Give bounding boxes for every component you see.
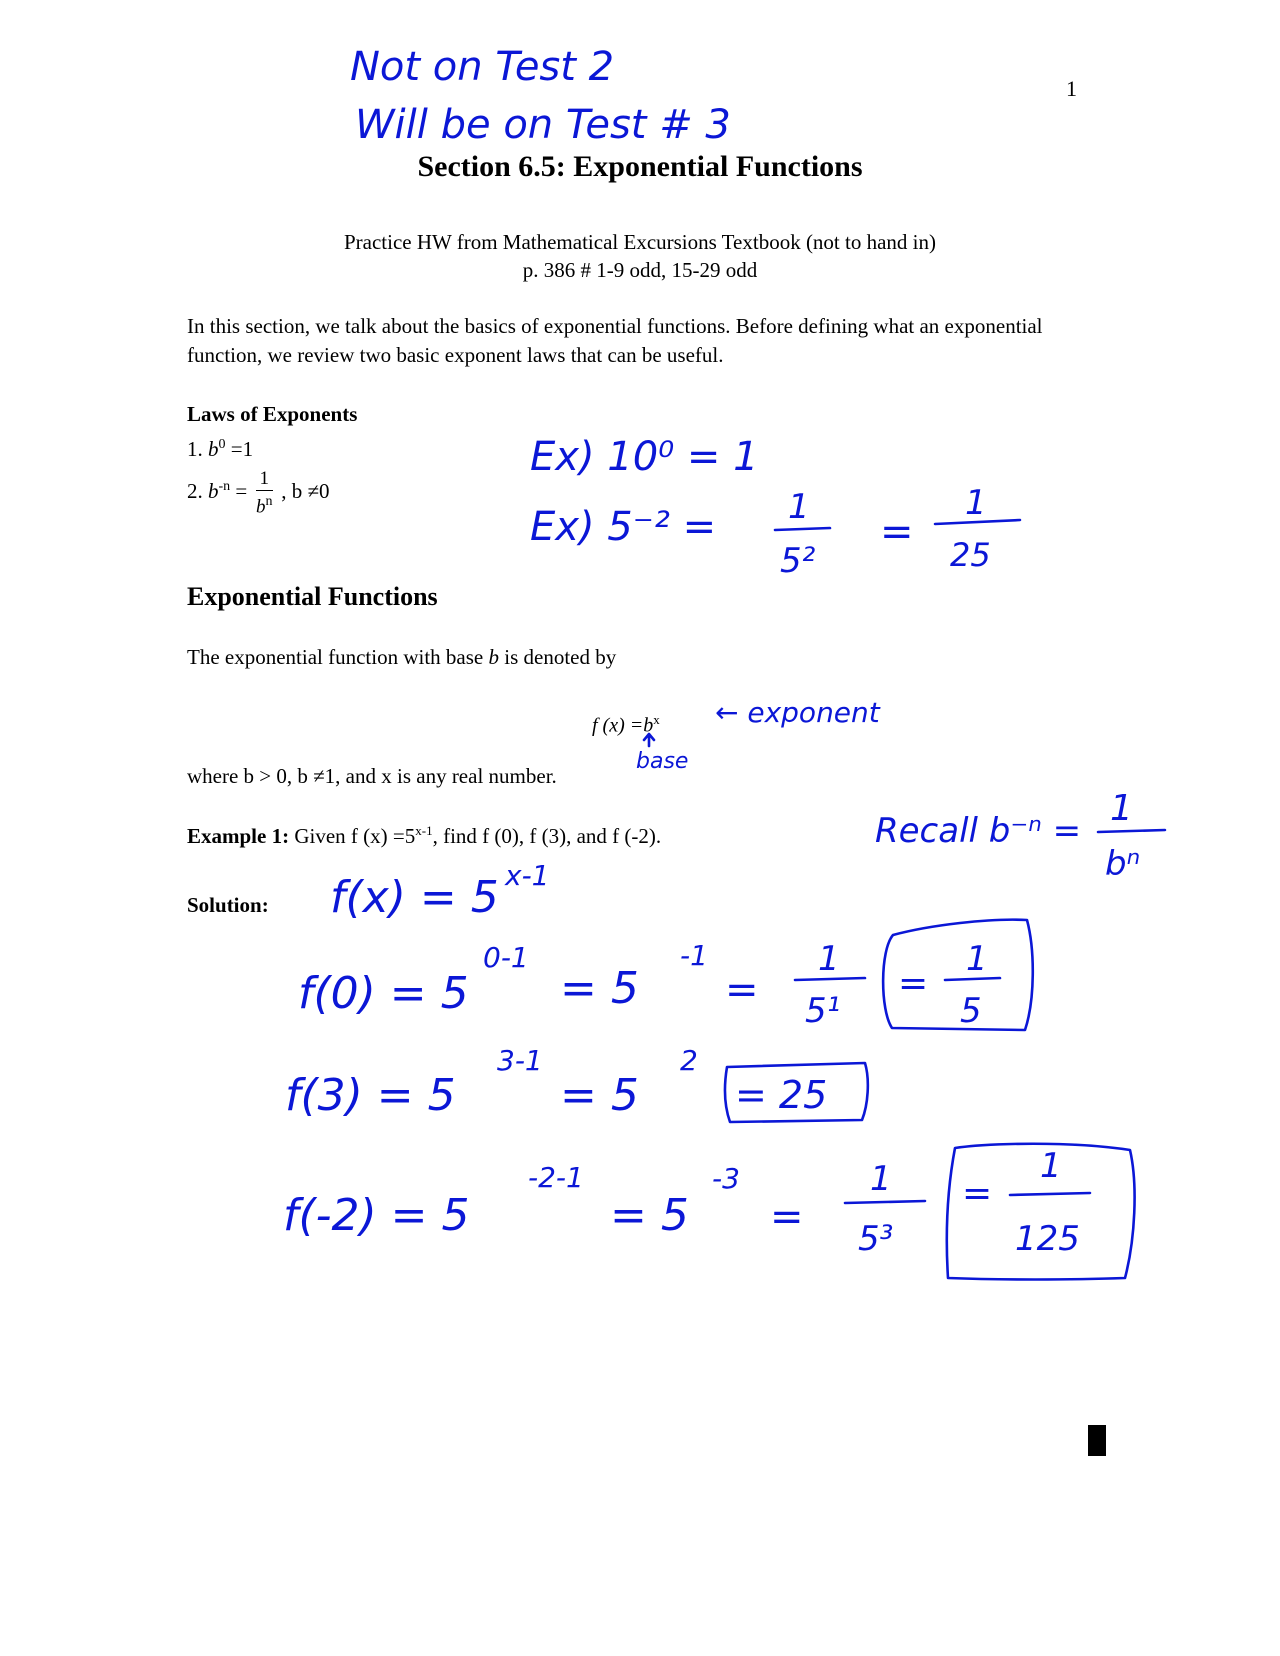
- page-title: Section 6.5: Exponential Functions: [417, 150, 863, 183]
- page-number: 1: [1066, 76, 1077, 101]
- f3-lhs: f(3) = 5: [285, 1070, 456, 1121]
- f0-result-bar: [945, 978, 1000, 980]
- fm2-lhs: f(-2) = 5: [283, 1190, 470, 1241]
- homework-line-2: p. 386 # 1-9 odd, 15-29 odd: [522, 258, 758, 282]
- fm2-result-den: 125: [1015, 1219, 1080, 1259]
- where-clause: where b > 0, b ≠1, and x is any real number.: [187, 764, 557, 788]
- fm2-result-bar: [1010, 1193, 1090, 1195]
- definition-var: b: [488, 645, 499, 669]
- law-2-frac-num: 1: [256, 468, 274, 491]
- fx-definition: [330, 859, 550, 923]
- ex2-frac1-bar: [775, 528, 830, 530]
- f0-result-den: 5: [960, 991, 982, 1031]
- law-2-eq: =: [235, 478, 248, 503]
- law-2-num: 2.: [187, 478, 203, 503]
- example-5-power-neg2: [530, 483, 1020, 581]
- formula-exp: x: [653, 712, 660, 727]
- law-2-exp: -n: [218, 478, 231, 494]
- example-tail: , find f (0), f (3), and f (-2).: [432, 824, 662, 848]
- base-label: base: [636, 749, 689, 774]
- f0-lhs: f(0) = 5: [298, 968, 469, 1019]
- ex2-frac1-num: 1: [788, 487, 810, 527]
- f3-result: = 25: [735, 1073, 828, 1117]
- fm2-result-num: 1: [1040, 1146, 1062, 1186]
- f3-exp: 3-1: [497, 1044, 543, 1077]
- f0-frac-den: 5¹: [805, 991, 841, 1031]
- ex2-frac2-num: 1: [965, 483, 987, 523]
- fm2-eq: =: [770, 1194, 804, 1240]
- law-2-frac-den-exp: n: [265, 494, 273, 509]
- note-line-2: Will be on Test # 3: [355, 102, 731, 148]
- law-1-rhs: =1: [230, 437, 254, 461]
- example-10-power-0: Ex) 10⁰ = 1: [530, 434, 759, 480]
- f0-exp: 0-1: [483, 941, 529, 974]
- f0-result-num: 1: [966, 939, 988, 979]
- fm2-mid: = 5: [610, 1190, 689, 1241]
- example-text: Given f (x) =5: [294, 824, 416, 848]
- f0-frac-bar: [795, 978, 865, 980]
- definition-lead: The exponential function with base: [187, 645, 489, 669]
- exponent-label: ← exponent: [715, 696, 880, 729]
- f0-result-eq: =: [898, 963, 929, 1004]
- example-exp: x-1: [415, 823, 433, 838]
- f3-work: [285, 1044, 868, 1122]
- ex2-frac1-den: 5²: [780, 541, 816, 581]
- law-2-frac-den-base: b: [256, 496, 266, 518]
- laws-heading: Laws of Exponents: [187, 402, 358, 426]
- intro-paragraph: In this section, we talk about the basics of exponential functions. Before defining what an exponential function, we review two basic exponent laws that can be useful.: [187, 314, 1043, 367]
- fm2-work: [283, 1144, 1135, 1280]
- fm2-exp: -2-1: [528, 1161, 584, 1194]
- definition-tail: is denoted by: [499, 645, 617, 669]
- f0-frac-num: 1: [818, 939, 840, 979]
- exponential-functions-heading: Exponential Functions: [187, 582, 438, 611]
- fm2-result-eq: =: [962, 1173, 993, 1214]
- recall-frac-den: bⁿ: [1105, 844, 1141, 884]
- law-1-exp: 0: [218, 437, 226, 452]
- recall-frac-bar: [1098, 830, 1165, 832]
- note-line-1: Not on Test 2: [350, 44, 615, 90]
- f3-mid: = 5: [560, 1070, 639, 1121]
- fx-def-exp: x-1: [505, 859, 550, 892]
- ex2-eq: =: [880, 509, 914, 555]
- f0-mid: = 5: [560, 963, 639, 1014]
- note-top: [350, 44, 731, 148]
- recall-frac-num: 1: [1110, 788, 1133, 829]
- law-1-num: 1.: [187, 437, 203, 461]
- ex2-frac2-den: 25: [950, 536, 991, 574]
- fm2-frac-den: 5³: [858, 1219, 894, 1259]
- f3-mid-exp: 2: [680, 1044, 698, 1077]
- formula-lhs: f (x) =b: [592, 714, 654, 737]
- f0-eq: =: [725, 967, 759, 1013]
- f0-work: [298, 920, 1033, 1031]
- law-2-base: b: [208, 478, 219, 503]
- fm2-mid-exp: -3: [712, 1162, 740, 1195]
- fx-def-lhs: f(x) = 5: [330, 872, 499, 923]
- base-arrow: [644, 734, 654, 746]
- recall-note: [875, 788, 1165, 884]
- solution-label: Solution:: [187, 893, 269, 917]
- homework-line-1: Practice HW from Mathematical Excursions Textbook (not to hand in): [343, 230, 937, 254]
- example-label: Example 1:: [187, 824, 290, 848]
- recall-text: Recall b⁻ⁿ =: [875, 811, 1082, 851]
- law-2-condition: , b ≠0: [281, 478, 330, 503]
- fm2-frac-bar: [845, 1201, 925, 1203]
- ex2-lhs: Ex) 5⁻² =: [530, 504, 717, 550]
- fm2-frac-num: 1: [870, 1159, 892, 1199]
- law-1-base: b: [208, 437, 219, 461]
- f0-mid-exp: -1: [680, 939, 708, 972]
